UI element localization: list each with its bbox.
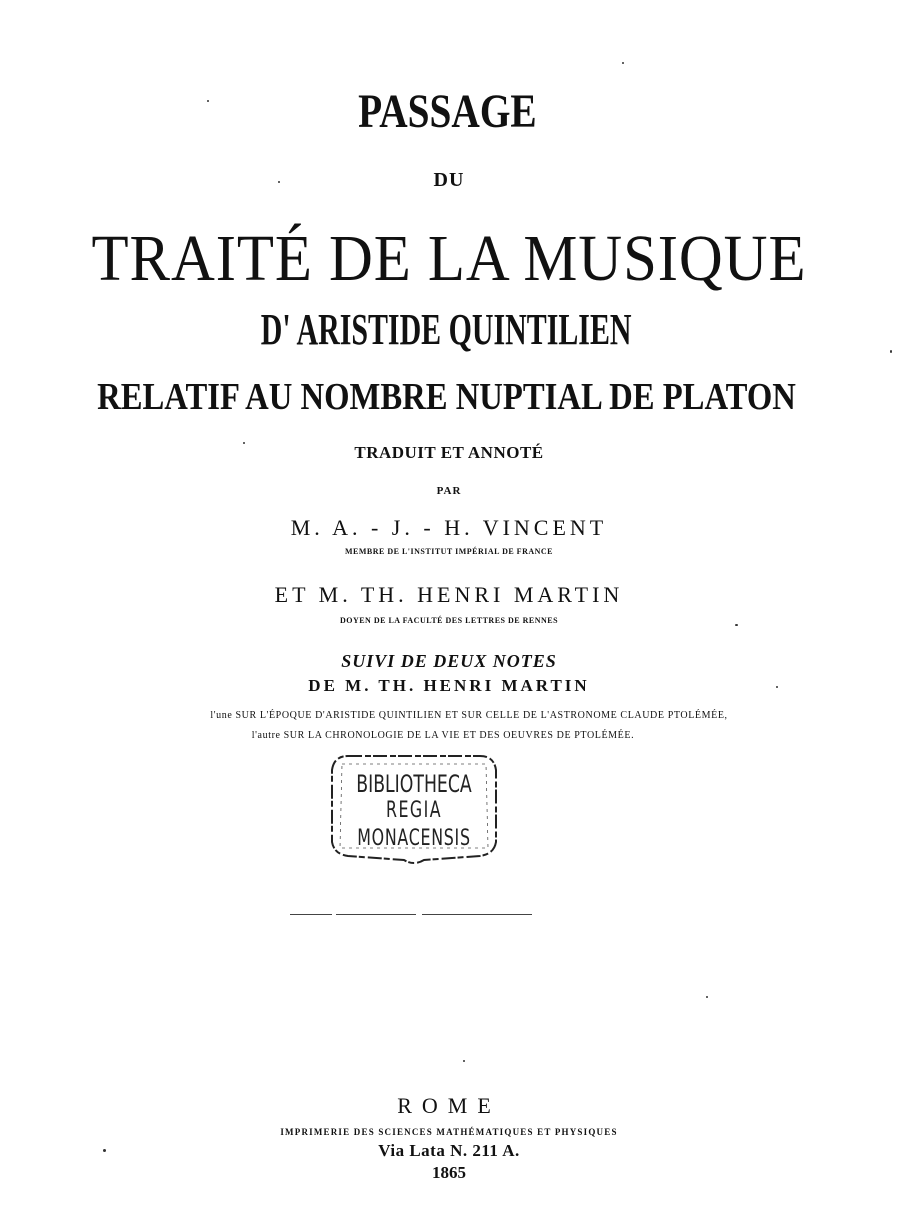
- divider-segment: [422, 914, 532, 915]
- print-speck: [622, 62, 624, 64]
- translator-martin-affiliation: DOYEN DE LA FACULTÉ DES LETTRES DE RENNES: [339, 616, 559, 625]
- print-speck: [706, 996, 708, 998]
- main-title: TRAITÉ DE LA MUSIQUE: [91, 222, 807, 295]
- print-speck: [735, 624, 738, 626]
- imprint-year: 1865: [432, 1163, 466, 1182]
- divider-segment: [290, 914, 332, 915]
- notes-author: DE M. TH. HENRI MARTIN: [308, 676, 590, 695]
- print-speck: [890, 350, 892, 353]
- imprint-printer: IMPRIMERIE DES SCIENCES MATHÉMATIQUES ET PHYSIQUES: [280, 1127, 618, 1137]
- stamp-line-monacensis: MONACENSIS: [357, 826, 471, 851]
- stamp-line-regia: REGIA: [385, 798, 443, 823]
- library-stamp: [328, 750, 500, 868]
- title-passage: PASSAGE: [358, 85, 537, 138]
- translator-vincent-affiliation: MEMBRE DE L'INSTITUT IMPÉRIAL DE FRANCE: [344, 547, 554, 556]
- print-speck: [103, 1149, 106, 1152]
- par-label: PAR: [436, 485, 462, 497]
- translated-annotated: TRADUIT ET ANNOTÉ: [354, 443, 544, 462]
- print-speck: [278, 181, 280, 183]
- print-speck: [463, 1060, 465, 1062]
- print-speck: [776, 686, 778, 688]
- translator-vincent: M. A. - J. - H. VINCENT: [290, 515, 608, 540]
- author-line: D' ARISTIDE QUINTILIEN: [260, 305, 632, 354]
- stamp-line-bibliotheca: BIBLIOTHECA: [356, 770, 472, 798]
- print-speck: [207, 100, 209, 102]
- followed-by-notes: SUIVI DE DEUX NOTES: [341, 651, 557, 671]
- divider-segment: [336, 914, 416, 915]
- translator-martin: ET M. TH. HENRI MARTIN: [274, 582, 624, 607]
- imprint-address: Via Lata N. 211 A.: [378, 1141, 520, 1160]
- print-speck: [243, 442, 245, 444]
- imprint-city: ROME: [397, 1093, 501, 1118]
- title-du: DU: [433, 169, 465, 191]
- note-one-description: l'une SUR L'ÉPOQUE D'ARISTIDE QUINTILIEN ET SUR CELLE DE L'ASTRONOME CLAUDE PTOLÉMÉE,: [210, 710, 728, 721]
- subtitle: RELATIF AU NOMBRE NUPTIAL DE PLATON: [97, 376, 796, 418]
- note-two-description: l'autre SUR LA CHRONOLOGIE DE LA VIE ET DES OEUVRES DE PTOLÉMÉE.: [251, 730, 635, 741]
